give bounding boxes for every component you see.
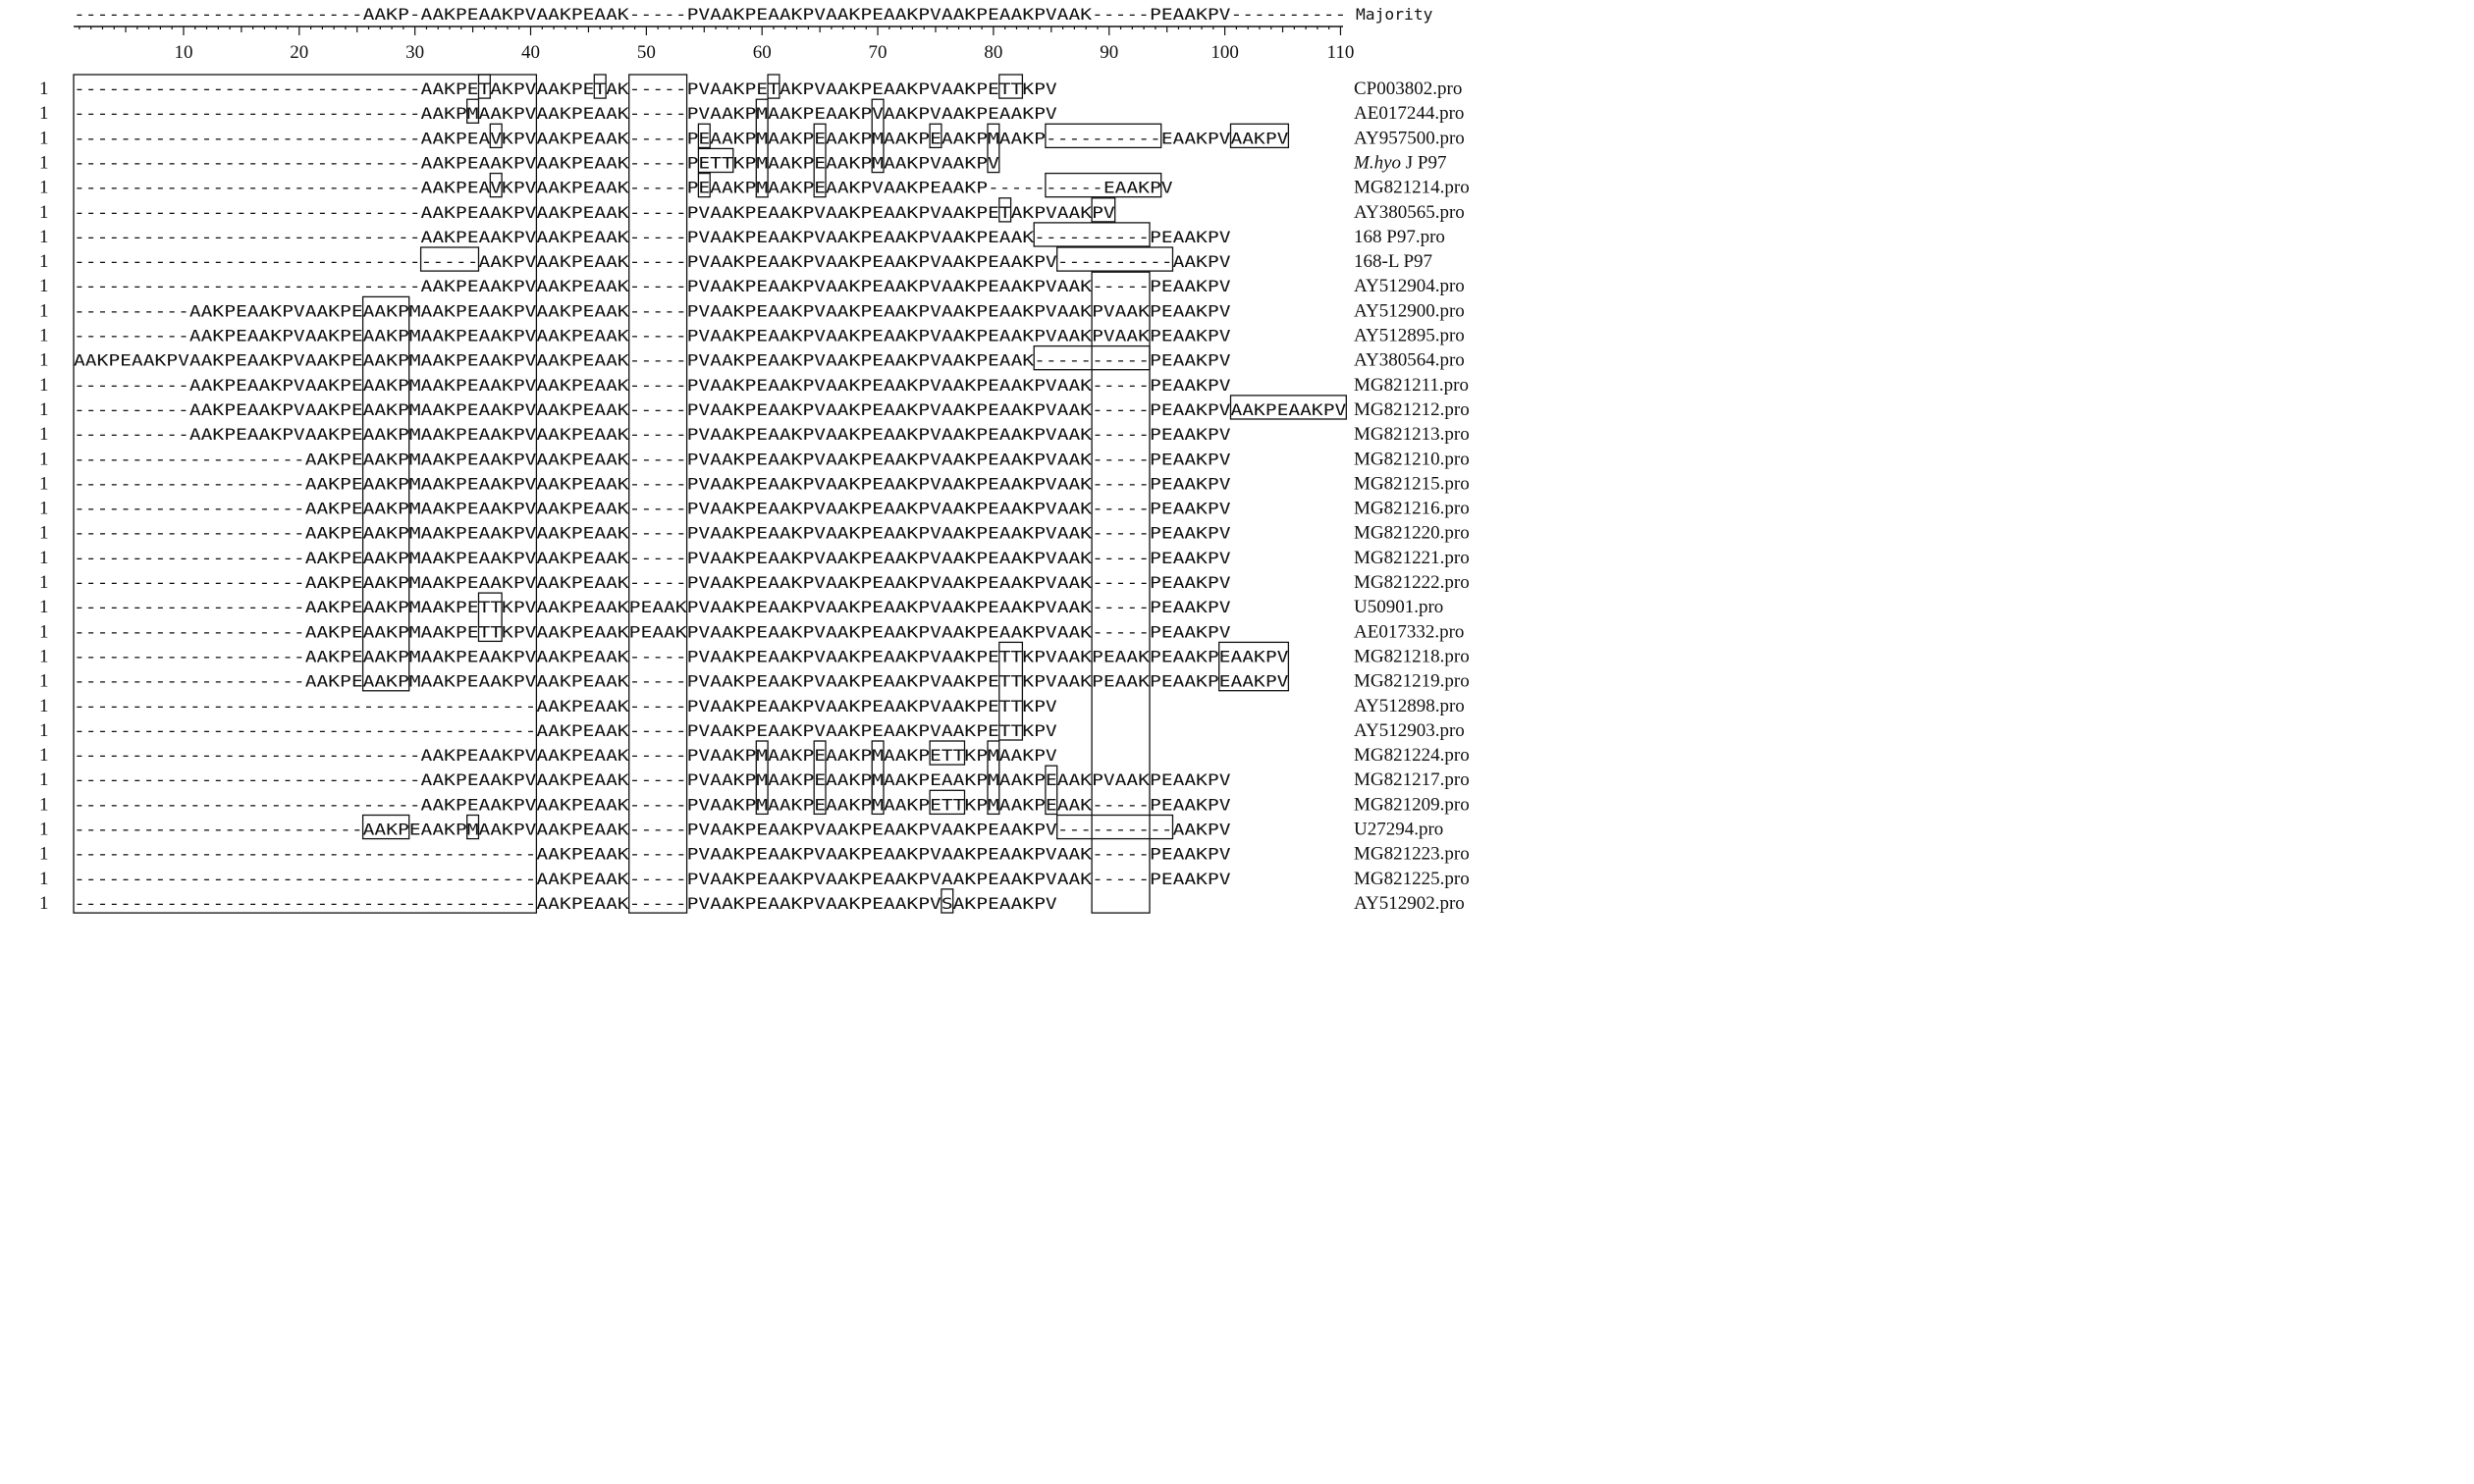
alignment-row [39,794,1470,815]
row-start-index: 1 [39,621,49,643]
alignment-row [39,178,1470,198]
row-sequence: -------------------------AAKPEAAKPMAAKPVAAKPEAAK-----PVAAKPEAAKPVAAKPEAAKPVAAKPEAAKPV----------AAKPV [74,820,1231,839]
sequence-name [1354,251,1432,272]
row-sequence: ----------------------------------------AAKPEAAK-----PVAAKPEAAKPVAAKPEAAKPVAAKPETTKPV [74,696,1057,716]
sequence-name-text: J P97 [1405,152,1447,174]
sequence-name-text: MG821215.pro [1354,473,1470,495]
sequence-name-text: AY512900.pro [1354,300,1465,322]
ruler-tick-label: 10 [174,42,193,63]
row-start-index: 1 [39,646,49,667]
sequence-name [1354,202,1465,223]
row-start-index: 1 [39,892,49,914]
row-start-index: 1 [39,325,49,346]
sequence-name-text: MG821216.pro [1354,498,1470,519]
consensus-row [74,5,1433,24]
row-sequence: --------------------AAKPEAAKPMAAKPEAAKPVAAKPEAAK-----PVAAKPEAAKPVAAKPEAAKPVAAKPETTKPVAAKPEAAKPEAAKPEAAKPV [74,671,1289,691]
row-sequence: ----------------------------------------AAKPEAAK-----PVAAKPEAAKPVAAKPEAAKPVAAKPETTKPV [74,720,1057,740]
alignment-row [39,869,1470,889]
sequence-name-text: MG821213.pro [1354,424,1470,446]
row-start-index: 1 [39,103,49,125]
sequence-name-text: MG821214.pro [1354,177,1470,198]
sequence-name-text: MG821219.pro [1354,670,1470,692]
ruler-tick-label: 20 [290,42,309,63]
alignment-row [39,424,1470,445]
row-start-index: 1 [39,276,49,297]
sequence-name [1354,720,1465,741]
sequence-name [1354,128,1465,148]
row-sequence: --------------------AAKPEAAKPMAAKPEAAKPVAAKPEAAK-----PVAAKPEAAKPVAAKPEAAKPVAAKPEAAKPVAAK-----PEAAKPV [74,499,1231,518]
alignment-row [39,103,1464,124]
sequence-name-text: MG821222.pro [1354,572,1470,593]
row-sequence: --------------------AAKPEAAKPMAAKPEAAKPVAAKPEAAK-----PVAAKPEAAKPVAAKPEAAKPVAAKPEAAKPVAAK-----PEAAKPV [74,523,1231,543]
sequence-name-text: AY380565.pro [1354,201,1465,223]
sequence-name [1354,893,1465,914]
sequence-name-text: AY512895.pro [1354,325,1465,346]
row-start-index: 1 [39,719,49,741]
alignment-row [39,597,1443,617]
row-start-index: 1 [39,868,49,889]
sequence-name-text: U50901.pro [1354,597,1444,618]
sequence-name [1354,745,1470,766]
alignment-row [39,152,1446,173]
alignment-row [39,696,1465,716]
sequence-name [1354,326,1465,346]
sequence-name-text: MG821223.pro [1354,843,1470,865]
sequence-name [1353,152,1446,173]
row-sequence: ----------------------------------------AAKPEAAK-----PVAAKPEAAKPVAAKPEAAKPVSAKPEAAKPV [74,893,1057,913]
row-start-index: 1 [39,177,49,198]
sequence-name [1354,399,1470,420]
alignment-rows [39,79,1470,914]
sequence-name-text: AE017244.pro [1354,103,1465,125]
row-sequence: ----------------------------------------AAKPEAAK-----PVAAKPEAAKPVAAKPEAAKPVAAKPEAAKPVAAK-----PEAAKPV [74,869,1231,888]
sequence-name [1354,523,1470,544]
alignment-row [39,350,1465,371]
alignment-row [39,202,1465,223]
alignment-row [39,745,1470,766]
row-sequence: ----------AAKPEAAKPVAAKPEAAKPMAAKPEAAKPVAAKPEAAK-----PVAAKPEAAKPVAAKPEAAKPVAAKPEAAKPVAAK-----PEAAKPVAAKPEAAKPV [74,399,1347,419]
alignment-row [39,128,1465,148]
sequence-name-text: U27294.pro [1354,819,1444,840]
alignment-row [39,548,1470,568]
row-sequence: --------------------AAKPEAAKPMAAKPEAAKPVAAKPEAAK-----PVAAKPEAAKPVAAKPEAAKPVAAKPETTKPVAAKPEAAKPEAAKPEAAKPV [74,647,1289,666]
sequence-name [1354,794,1470,815]
alignment-row [39,572,1470,593]
sequence-name-text: MG821217.pro [1354,769,1470,791]
row-start-index: 1 [39,201,49,223]
row-sequence: --------------------AAKPEAAKPMAAKPETTKPVAAKPEAAKPEAAKPVAAKPEAAKPVAAKPEAAKPVAAKPEAAKPVAAK-----PEAAKPV [74,598,1231,617]
sequence-name [1354,227,1445,247]
row-sequence: ------------------------------AAKPEAAKPVAAKPEAAK-----PVAAKPEAAKPVAAKPEAAKPVAAKPEAAKPVAAK-----PEAAKPV [74,277,1231,296]
ruler-tick-label: 30 [405,42,425,63]
alignment-row [39,375,1469,396]
ruler-tick-label: 60 [752,42,772,63]
row-start-index: 1 [39,300,49,322]
row-sequence: ------------------------------AAKPEAAKPVAAKPEAAK-----PVAAKPMAAKPEAAKPMAAKPETTKPMAAKPV [74,746,1057,766]
ruler-tick-label: 110 [1326,42,1355,63]
sequence-name [1354,178,1470,198]
sequence-name [1354,621,1464,642]
alignment-row [39,300,1465,321]
sequence-name-text: MG821211.pro [1354,374,1469,396]
sequence-name-text: AY512902.pro [1354,892,1465,914]
row-start-index: 1 [39,449,49,470]
ruler-tick-label: 40 [521,42,541,63]
row-start-index: 1 [39,374,49,396]
sequence-name [1354,424,1470,445]
alignment-row [39,79,1462,99]
alignment-row [39,227,1445,247]
alignment-row [39,646,1470,666]
alignment-row [39,720,1465,741]
row-sequence: ------------------------------AAKPMAAKPVAAKPEAAK-----PVAAKPMAAKPEAAKPVAAKPVAAKPEAAKPV [74,104,1057,124]
sequence-name-text: AY380564.pro [1354,349,1465,371]
row-start-index: 1 [39,152,49,174]
row-start-index: 1 [39,128,49,149]
alignment-row [39,820,1443,840]
sequence-name [1354,375,1469,396]
row-sequence: --------------------AAKPEAAKPMAAKPEAAKPVAAKPEAAK-----PVAAKPEAAKPVAAKPEAAKPVAAKPEAAKPVAAK-----PEAAKPV [74,450,1231,469]
sequence-name [1354,79,1462,99]
row-start-index: 1 [39,79,49,99]
alignment-row [39,769,1470,790]
sequence-name-text: AY512903.pro [1354,719,1465,741]
row-start-index: 1 [39,695,49,716]
sequence-name-text: MG821209.pro [1354,794,1470,816]
alignment-row [39,621,1464,642]
row-sequence: ------------------------------AAKPETAKPVAAKPETAK-----PVAAKPETAKPVAAKPEAAKPVAAKPETTKPV [74,80,1057,98]
row-sequence: ------------------------------AAKPEAVKPVAAKPEAAK-----PEAAKPMAAKPEAAKPVAAKPEAAKP----------EAAKPV [74,178,1173,197]
row-sequence: ------------------------------AAKPEAVKPVAAKPEAAK-----PEAAKPMAAKPEAAKPMAAKPEAAKPMAAKP----------EAAKPVAAKPV [74,129,1289,148]
alignment-canvas [0,0,1522,922]
row-sequence: ----------------------------------------AAKPEAAK-----PVAAKPEAAKPVAAKPEAAKPVAAKPEAAKPVAAK-----PEAAKPV [74,844,1231,864]
alignment-row [39,671,1470,692]
alignment-row [39,473,1470,494]
alignment-row [39,276,1465,296]
row-sequence: --------------------AAKPEAAKPMAAKPEAAKPVAAKPEAAK-----PVAAKPEAAKPVAAKPEAAKPVAAKPEAAKPVAAK-----PEAAKPV [74,573,1231,592]
alignment-row [39,449,1470,469]
sequence-name [1354,103,1464,124]
row-sequence: ------------------------------AAKPEAAKPVAAKPEAAK-----PVAAKPMAAKPEAAKPMAAKPEAAKPMAAKPEAAKPVAAKPEAAKPV [74,770,1231,790]
row-start-index: 1 [39,843,49,865]
sequence-name [1354,646,1470,666]
alignment-row [39,893,1465,914]
sequence-name-text: AY957500.pro [1354,128,1465,149]
sequence-name-text: MG821212.pro [1354,398,1470,420]
row-start-index: 1 [39,794,49,816]
row-start-index: 1 [39,522,49,544]
row-sequence: ----------AAKPEAAKPVAAKPEAAKPMAAKPEAAKPVAAKPEAAK-----PVAAKPEAAKPVAAKPEAAKPVAAKPEAAKPVAAK-----PEAAKPV [74,375,1231,395]
row-start-index: 1 [39,251,49,273]
ruler-tick-label: 100 [1210,42,1239,63]
sequence-name [1354,869,1470,889]
row-start-index: 1 [39,498,49,519]
row-start-index: 1 [39,473,49,495]
sequence-name [1354,597,1443,617]
sequence-name [1354,449,1470,469]
consensus-sequence: -------------------------AAKP-AAKPEAAKPVAAKPEAAK-----PVAAKPEAAKPVAAKPEAAKPVAAKPEAAKPVAAK-----PEAAKPV---------- [74,5,1347,24]
row-sequence: AAKPEAAKPVAAKPEAAKPVAAKPEAAKPMAAKPEAAKPVAAKPEAAK-----PVAAKPEAAKPVAAKPEAAKPVAAKPEAAK----------PEAAKPV [74,350,1231,370]
row-sequence: --------------------AAKPEAAKPMAAKPEAAKPVAAKPEAAK-----PVAAKPEAAKPVAAKPEAAKPVAAKPEAAKPVAAK-----PEAAKPV [74,474,1231,494]
sequence-name [1354,820,1443,840]
alignment-row [39,326,1465,346]
sequence-name [1354,499,1470,519]
row-sequence: ------------------------------AAKPEAAKPVAAKPEAAK-----PVAAKPEAAKPVAAKPEAAKPVAAKPEAAK----------PEAAKPV [74,227,1231,246]
sequence-name-text: AE017332.pro [1354,621,1465,643]
alignment-row [39,251,1432,272]
alignment-row [39,844,1470,865]
sequence-name [1354,473,1470,494]
row-start-index: 1 [39,572,49,593]
sequence-name-text: CP003802.pro [1354,79,1463,99]
row-start-index: 1 [39,424,49,446]
row-sequence: --------------------AAKPEAAKPMAAKPEAAKPVAAKPEAAK-----PVAAKPEAAKPVAAKPEAAKPVAAKPEAAKPVAAK-----PEAAKPV [74,548,1231,567]
sequence-name-text: 168 P97.pro [1354,226,1445,247]
consensus-label: Majority [1356,5,1433,24]
row-sequence: ----------AAKPEAAKPVAAKPEAAKPMAAKPEAAKPVAAKPEAAK-----PVAAKPEAAKPVAAKPEAAKPVAAKPEAAKPVAAKPVAAKPEAAKPV [74,326,1231,345]
sequence-name [1354,276,1465,296]
sequence-name [1354,844,1470,865]
row-sequence: ------------------------------AAKPEAAKPVAAKPEAAK-----PVAAKPEAAKPVAAKPEAAKPVAAKPETAKPVAAKPV [74,202,1115,222]
row-start-index: 1 [39,226,49,247]
row-sequence: ----------AAKPEAAKPVAAKPEAAKPMAAKPEAAKPVAAKPEAAK-----PVAAKPEAAKPVAAKPEAAKPVAAKPEAAKPVAAKPVAAKPEAAKPV [74,301,1231,321]
ruler-tick-label: 70 [868,42,887,63]
row-sequence: ----------AAKPEAAKPVAAKPEAAKPMAAKPEAAKPVAAKPEAAK-----PVAAKPEAAKPVAAKPEAAKPVAAKPEAAKPVAAK-----PEAAKPV [74,425,1231,445]
row-sequence: ------------------------------AAKPEAAKPVAAKPEAAK-----PETTKPMAAKPEAAKPMAAKPVAAKPV [74,153,1000,173]
sequence-name-text: AY512898.pro [1354,695,1465,716]
sequence-name [1354,350,1465,371]
row-start-index: 1 [39,547,49,568]
alignment-row [39,399,1470,420]
sequence-name-text: MG821221.pro [1354,547,1470,568]
sequence-name-text: MG821218.pro [1354,646,1470,667]
row-sequence: --------------------AAKPEAAKPMAAKPETTKPVAAKPEAAKPEAAKPVAAKPEAAKPVAAKPEAAKPVAAKPEAAKPVAAK-----PEAAKPV [74,622,1231,642]
alignment-row [39,499,1470,519]
sequence-name [1354,548,1470,568]
sequence-name-text: AY512904.pro [1354,276,1465,297]
sequence-name [1354,671,1470,692]
sequence-name-text: MG821224.pro [1354,745,1470,767]
sequence-name [1354,696,1465,716]
sequence-name-text: 168-L P97 [1354,251,1433,273]
row-start-index: 1 [39,769,49,791]
sequence-name [1354,572,1470,593]
sequence-name [1354,300,1465,321]
sequence-name-text: MG821220.pro [1354,522,1470,544]
sequence-name [1354,769,1470,790]
row-start-index: 1 [39,745,49,767]
row-start-index: 1 [39,670,49,692]
alignment-row [39,523,1470,544]
row-sequence: ------------------------------AAKPEAAKPVAAKPEAAK-----PVAAKPMAAKPEAAKPMAAKPETTKPMAAKPEAAK-----PEAAKPV [74,795,1231,815]
row-sequence: -----------------------------------AAKPVAAKPEAAK-----PVAAKPEAAKPVAAKPEAAKPVAAKPEAAKPV----------AAKPV [74,252,1231,272]
alignment-figure [0,0,1522,922]
ruler-tick-label: 80 [984,42,1003,63]
sequence-name-text: MG821225.pro [1354,868,1470,889]
species-italic: M.hyo [1354,152,1402,174]
row-start-index: 1 [39,819,49,840]
row-start-index: 1 [39,597,49,618]
ruler-tick-label: 50 [636,42,656,63]
ruler-tick-label: 90 [1100,42,1119,63]
row-start-index: 1 [39,349,49,371]
row-start-index: 1 [39,398,49,420]
position-ruler [74,26,1354,63]
sequence-name-text: MG821210.pro [1354,449,1470,470]
